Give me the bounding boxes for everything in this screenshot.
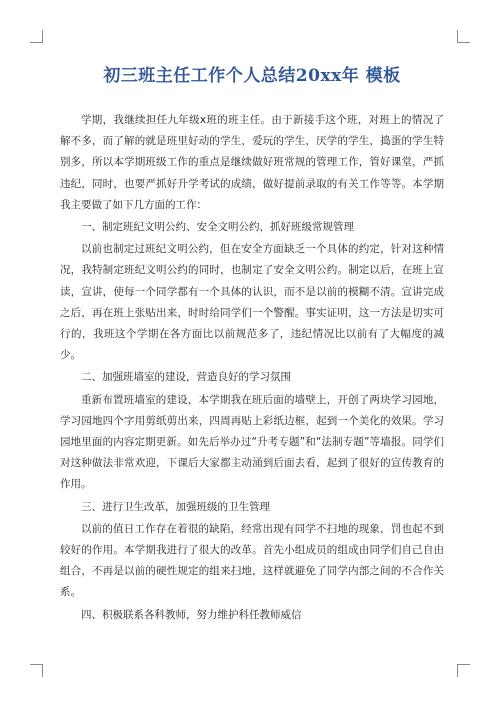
corner-mark-top-left [30,30,43,43]
corner-mark-bottom-right [457,664,470,677]
paragraph-intro: 学期，我继续担任九年级x班的班主任。由于新接手这个班，对班上的情况了解不多，而了解的就是班里好动的学生，爱玩的学生，厌学的学生，捣蛋的学生特别多，所以本学期班级工作的重点是继续做好班常规的管理工作，管好课堂，严抓违纪，同时，也要严抓好升学考试的成绩，做好提前录取的有关工作等等。本学期我主要做了如下几方面的工作： [60,114,444,211]
paragraph-section-1: 以前也制定过班纪文明公约，但在安全方面缺乏一个具体的约定，针对这种情况，我特制定班纪文明公约的同时，也制定了安全文明公约。制定以后，在班上宣读，宣讲，使每一个同学都有一个具体的认识，而不是以前的模糊不清。宣讲完成之后，再在班上张贴出来，时时给同学们一个警醒。事实证明，这一方法是切实可行的，我班这个学期在各方面比以前规范多了，违纪情况比以前有了大幅度的减少。 [60,243,444,362]
section-heading-1: 一、制定班纪文明公约、安全文明公约，抓好班级常规管理 [81,221,354,234]
paragraph-section-3: 以前的值日工作存在着很的缺陷，经常出现有同学不扫地的现象，罚也起不到较好的作用。本学期我进行了很大的改革。首先小组成员的组成由同学们自己自由组合，不再是以前的硬性规定的组来扫地，这样就避免了同学内部之间的不合作关系。 [60,522,444,599]
paragraph-section-2: 重新布置班墙室的建设，本学期我在班后面的墙壁上，开创了两块学习园地，学习园地四个字用剪纸剪出来，四周再贴上彩纸边框，起到一个美化的效果。学习园地里面的内容定期更新。如先后举办过“升考专题”和“法制专题”等墙报。同学们对这种做法非常欢迎，下课后大家都主动涌到后面去看，起到了很好的宣传教育的作用。 [60,393,444,491]
corner-mark-top-right [457,30,470,43]
corner-mark-bottom-left [30,664,43,677]
section-heading-2: 二、加强班墙室的建设，营造良好的学习氛围 [81,371,291,384]
document-page [60,64,444,627]
document-title: 初三班主任工作个人总结20xx年 模板 [103,66,401,86]
section-heading-4: 四、积极联系各科教师，努力维护科任教师威信 [81,608,302,621]
section-heading-3: 三、进行卫生改革，加强班级的卫生管理 [81,500,270,513]
